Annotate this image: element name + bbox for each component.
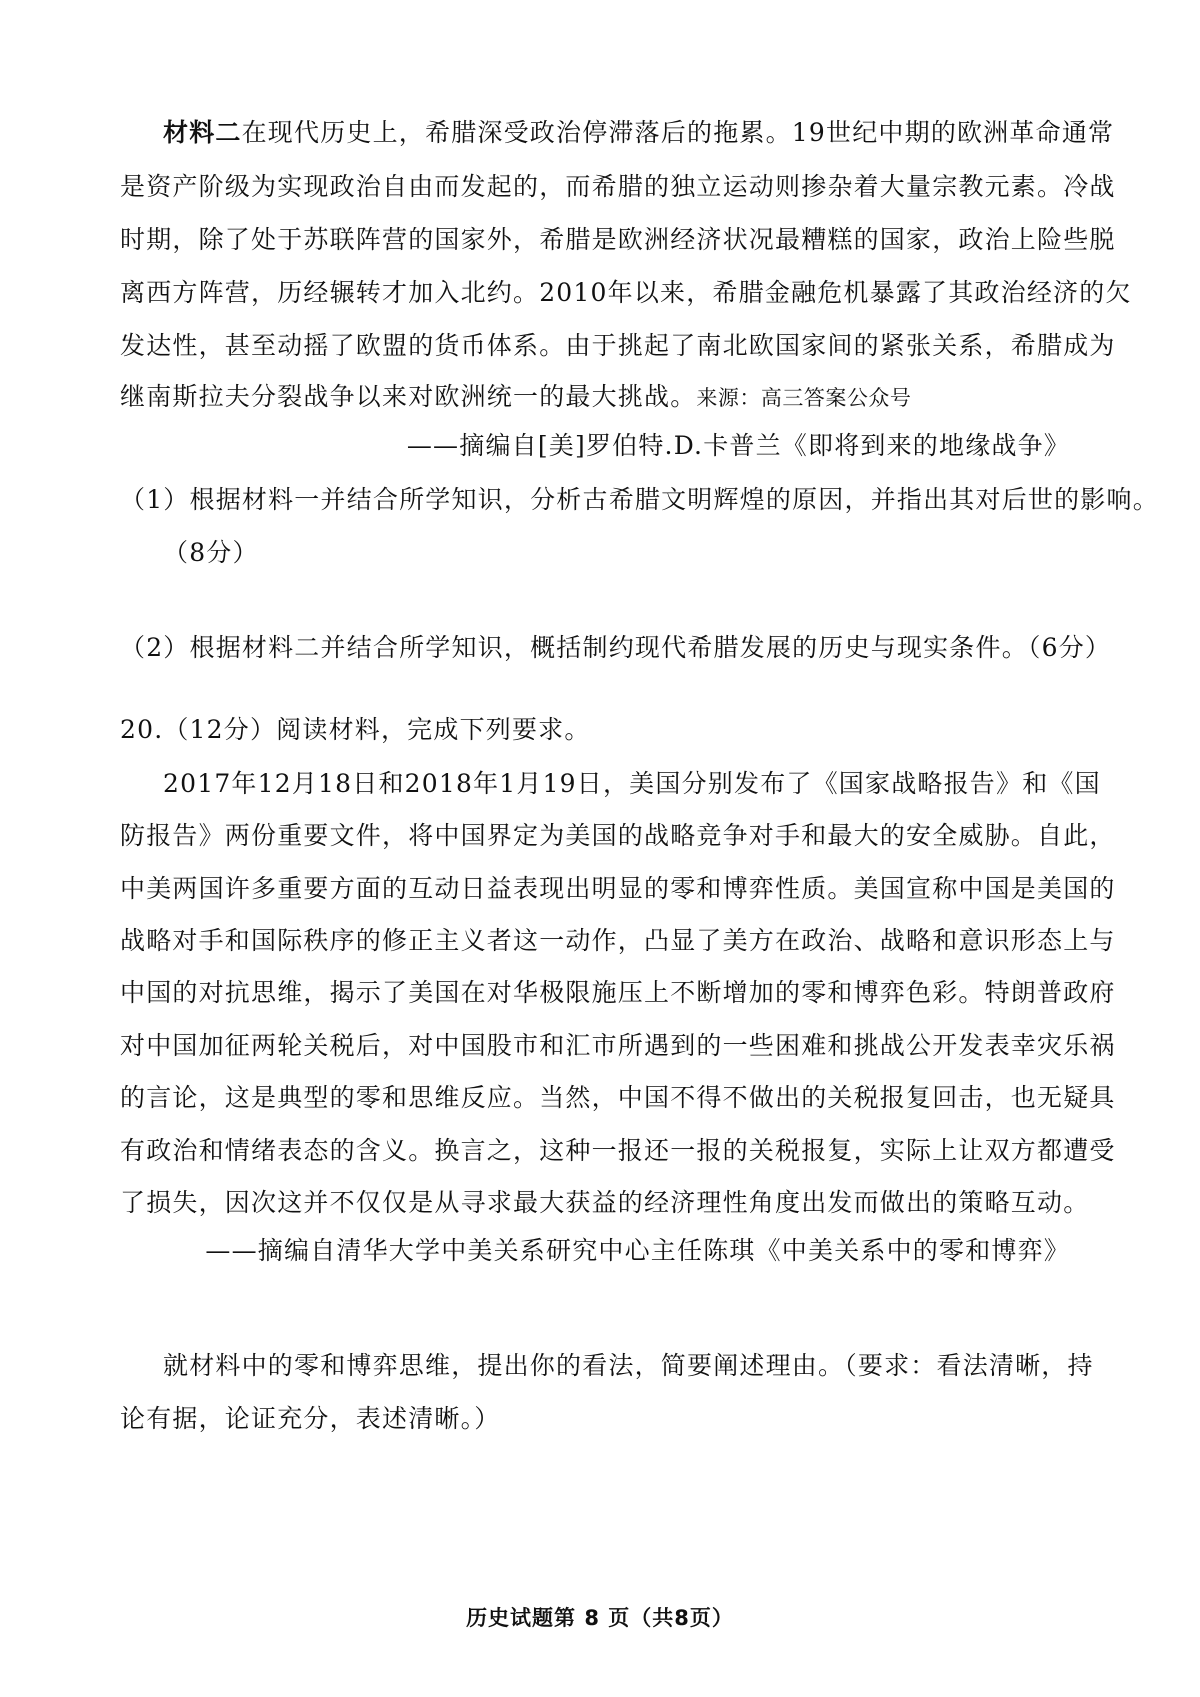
material2-line-6-text: 继南斯拉夫分裂战争以来对欧洲统一的最大挑战。 [120,382,697,411]
question-1-score: （8分） [163,538,259,567]
material2-label: 材料二 [163,118,242,147]
q20-line-5: 中国的对抗思维，揭示了美国在对华极限施压上不断增加的零和博弈色彩。特朗普政府 [120,978,1116,1007]
q20-line-4: 战略对手和国际秩序的修正主义者这一动作，凸显了美方在政治、战略和意识形态上与 [120,926,1116,955]
material2-line-4: 离西方阵营，历经辗转才加入北约。2010年以来，希腊金融危机暴露了其政治经济的欠 [120,278,1132,307]
q20-line-6: 对中国加征两轮关税后，对中国股市和汇市所遇到的一些困难和挑战公开发表幸灾乐祸 [120,1031,1116,1060]
material2-line-1 [163,115,1114,151]
q20-line-1: 2017年12月18日和2018年1月19日，美国分别发布了《国家战略报告》和《国 [163,769,1101,798]
q20-line-2: 防报告》两份重要文件，将中国界定为美国的战略竞争对手和最大的安全威胁。自此， [120,821,1116,850]
source-watermark: 来源：高三答案公众号 [696,386,912,410]
question-2: （2）根据材料二并结合所学知识，概括制约现代希腊发展的历史与现实条件。（6分） [120,633,1112,662]
material2-source: ——摘编自[美]罗伯特.D.卡普兰《即将到来的地缘战争》 [406,431,1070,460]
material2-line-3: 时期，除了处于苏联阵营的国家外，希腊是欧洲经济状况最糟糕的国家，政治上险些脱 [120,225,1116,254]
q20-line-3: 中美两国许多重要方面的互动日益表现出明显的零和博弈性质。美国宣称中国是美国的 [120,874,1116,903]
material2-line-2: 是资产阶级为实现政治自由而发起的，而希腊的独立运动则掺杂着大量宗教元素。冷战 [120,172,1116,201]
q20-line-9: 了损失，因次这并不仅仅是从寻求最大获益的经济理性角度出发而做出的策略互动。 [120,1188,1090,1217]
page-footer: 历史试题第 8 页（共8页） [466,1606,734,1630]
q20-line-7: 的言论，这是典型的零和思维反应。当然，中国不得不做出的关税报复回击，也无疑具 [120,1083,1116,1112]
q20-task-line-2: 论有据，论证充分，表述清晰。） [120,1404,501,1433]
question-1: （1）根据材料一并结合所学知识，分析古希腊文明辉煌的原因，并指出其对后世的影响。 [120,485,1159,514]
material2-line-5: 发达性，甚至动摇了欧盟的货币体系。由于挑起了南北欧国家间的紧张关系，希腊成为 [120,331,1116,360]
q20-line-8: 有政治和情绪表态的含义。换言之，这种一报还一报的关税报复，实际上让双方都遭受 [120,1136,1116,1165]
material2-line-1-text: 在现代历史上，希腊深受政治停滞落后的拖累。19世纪中期的欧洲革命通常 [241,118,1115,147]
question-20-heading: 20.（12分）阅读材料，完成下列要求。 [120,715,591,744]
q20-source: ——摘编自清华大学中美关系研究中心主任陈琪《中美关系中的零和博弈》 [205,1236,1070,1265]
q20-task-line-1: 就材料中的零和博弈思维，提出你的看法，简要阐述理由。（要求：看法清晰，持 [163,1351,1094,1380]
material2-line-6 [120,379,911,416]
